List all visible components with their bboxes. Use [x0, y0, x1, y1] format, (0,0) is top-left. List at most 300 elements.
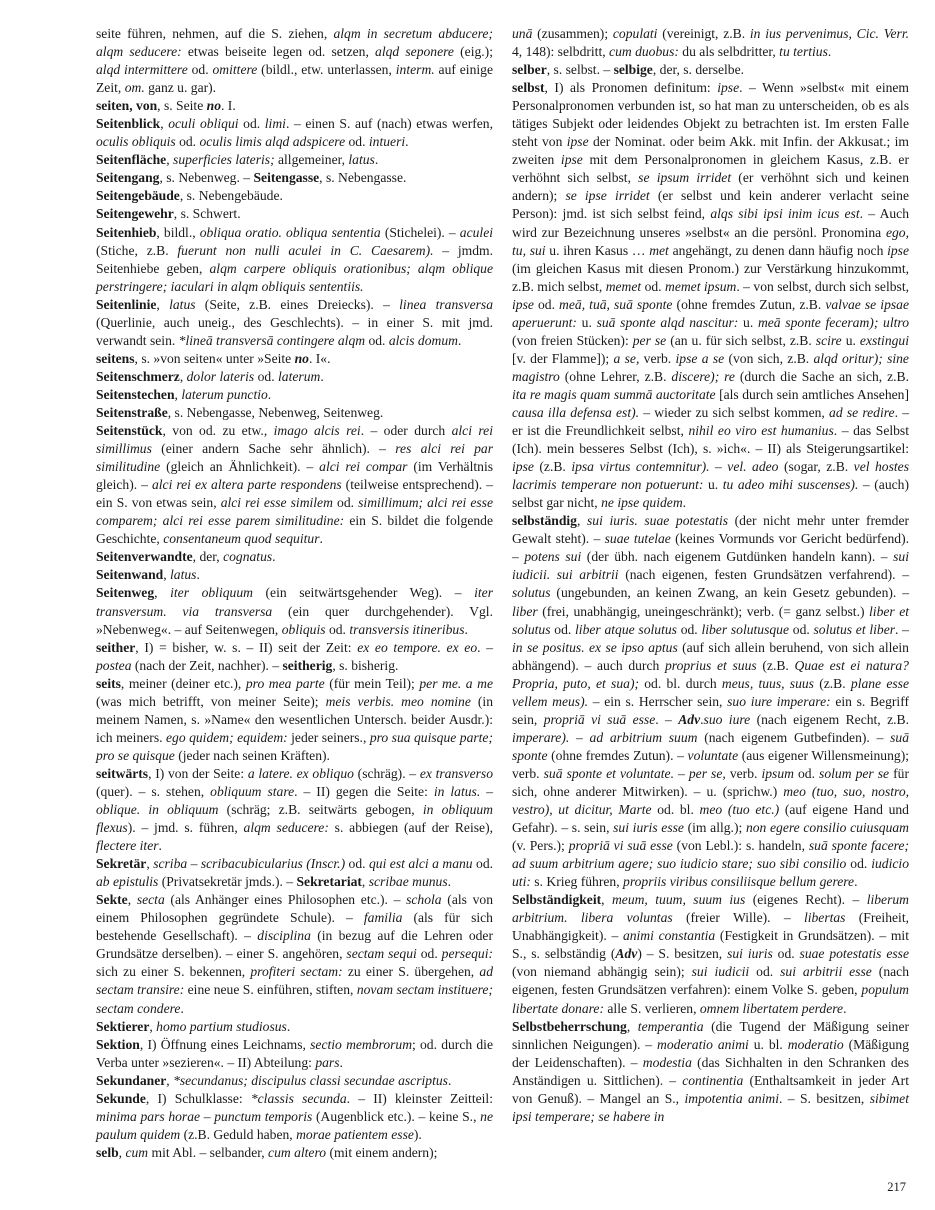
dictionary-entry [512, 1018, 909, 1126]
latin-term: continentia [682, 1072, 744, 1088]
latin-term: ex transverso [419, 765, 493, 781]
headword: Seitenhieb [96, 224, 157, 240]
left-column [96, 25, 493, 1162]
dictionary-entry [96, 675, 493, 765]
entry-text: , meiner (deiner etc.), [120, 675, 246, 691]
entry-text: (was mich betrifft, von meiner Seite); [96, 693, 326, 709]
entry-text: (z.B. [813, 675, 851, 691]
latin-term: alci rei simillimus [96, 423, 493, 457]
entry-text: (z.B. Geduld haben, [180, 1126, 297, 1142]
entry-text: , [166, 152, 174, 168]
latin-term: moderatio animi [657, 1036, 749, 1052]
headword: seitherig [282, 657, 333, 673]
headword: Sektierer [96, 1018, 150, 1034]
entry-text: od. bl. durch [639, 675, 722, 691]
entry-text: od. bl. [651, 802, 700, 818]
entry-text: , s. Nebengasse. [319, 170, 407, 186]
dictionary-entry [512, 891, 909, 1017]
latin-term: scriba – scribacubicularius (Inscr.) [153, 856, 346, 872]
latin-term: fuerunt non nulli aculei in C. Caesarem). [177, 242, 434, 258]
headword: selbständig [512, 513, 577, 529]
entry-text: (ungebunden, an keinen Zwang, an kein Gesetz gebunden). – [550, 585, 909, 601]
latin-term: propriā vi suā esse [543, 711, 656, 727]
latin-term: in se positus. ex se ipso aptus [512, 639, 678, 655]
latin-term: in ius pervenimus, Cic. Verr. [749, 26, 909, 41]
dictionary-entry [96, 584, 493, 638]
latin-term: ego, tu, sui [512, 224, 909, 258]
headword: Sekretär [96, 856, 147, 872]
entry-text: . – II) gegen die Seite: [294, 783, 434, 799]
entry-text: (Stiche, z.B. [96, 242, 178, 258]
entry-text: (für mein Teil); [324, 675, 420, 691]
entry-text: (die Tugend der Mäßigung seiner sinnlichen Neigungen). – [512, 1018, 910, 1052]
dictionary-entry [96, 404, 493, 422]
entry-text: . I. [221, 98, 236, 114]
entry-text: (auf sich allein beruhend, von sich allein abhängend). – auch durch [512, 639, 909, 673]
entry-text: (in bezug auf die Lehren oder Grundsätze derselben). – einer S. angehören, [96, 928, 493, 962]
latin-term: temperantia [637, 1018, 704, 1034]
latin-term: exstingui [859, 332, 910, 348]
latin-term: alqd intermittere [96, 62, 188, 78]
latin-term: minima pars horae – punctum temporis [96, 1108, 313, 1124]
entry-text: (gleich an Ähnlichkeit). – [160, 459, 320, 475]
latin-term: copulati [612, 26, 658, 41]
entry-text: (jeder nach seinen Kräften). [174, 747, 330, 763]
latin-term: unā [512, 26, 533, 41]
entry-text: (von sich, z.B. [724, 350, 814, 366]
entry-text: (auf eigene Hand und Gefahr). – s. sein, [512, 802, 909, 836]
emphasis: Adv [678, 711, 701, 727]
latin-term: suā sponte facere; ad suum arbitrium agere; suo iudicio stare; suo sibi consilio [512, 838, 909, 872]
entry-text: od. [254, 368, 279, 384]
dictionary-entry [96, 1036, 493, 1072]
latin-term: alcis domum [388, 332, 458, 348]
entry-text: (der nicht mehr unter fremder Gewalt steht). – [512, 513, 910, 547]
entry-text: . – [895, 621, 909, 637]
headword: Seitenstraße [96, 404, 168, 420]
entry-text: od. [846, 856, 872, 872]
entry-text: (eigenes Recht). – [745, 892, 867, 908]
entry-text: . – Wenn »selbst« mit einem Personalpronomen verbunden ist, so hat man zu unterscheiden, ob es als tätiges Subjekt oder leidendes Objekt zu betrachten ist. Im ersten Falle steht von [512, 80, 909, 150]
latin-term: suā sponte [512, 729, 909, 763]
entry-text: od. [175, 134, 200, 150]
latin-term: ipse [887, 242, 910, 258]
entry-text: (quer). – s. stehen, [96, 783, 211, 799]
latin-term: oculi obliqui [168, 116, 239, 132]
entry-text: der Nominat. oder beim Akk. mit Infin. der Akkusat.; im zweiten [512, 134, 909, 168]
entry-text: (durch die Sache an sich, z.B. [734, 368, 909, 384]
latin-term: se ipse irridet [565, 188, 650, 204]
entry-text: verb. [725, 765, 762, 781]
entry-text: , von od. zu etw., [162, 423, 274, 439]
dictionary-entry [96, 187, 493, 205]
entry-text: , s. Nebengasse, Nebenweg, Seitenweg. [167, 404, 384, 420]
entry-text: , [576, 513, 587, 529]
latin-term: solum per se [819, 765, 890, 781]
latin-term: propriis viribus consiliisque bellum gerere [623, 874, 855, 890]
latin-term: latus [169, 296, 196, 312]
latin-term: meis verbis. meo nomine [325, 693, 471, 709]
entry-text: ein S. bildet die folgende Geschichte, [96, 513, 493, 547]
entry-text: s. Krieg führen, [530, 874, 624, 890]
latin-term: modestia [642, 1054, 692, 1070]
entry-text: (als von einem Philosophen gegründete Schule). – [96, 892, 493, 926]
entry-text: (nach eigenem Recht, z.B. [750, 711, 909, 727]
latin-term: liber et solutus [512, 603, 910, 637]
latin-term: latus [170, 567, 197, 583]
latin-term: valvae se ipsae aperuerunt: [512, 296, 909, 330]
latin-term: pars [315, 1054, 340, 1070]
latin-term: omittere [212, 62, 258, 78]
entry-text: 4, 148): selbdritt, [512, 44, 610, 60]
latin-term: per me. a me [419, 675, 493, 691]
latin-term: *lineā transversā contingere alqm [178, 332, 366, 348]
latin-term: *classis secunda [250, 1090, 347, 1106]
headword: seiten, von [96, 98, 158, 114]
latin-term: superficies lateris; [173, 152, 275, 168]
latin-term: schola [406, 892, 442, 908]
entry-text: jeder seiners., [287, 729, 370, 745]
dictionary-entry [96, 350, 493, 368]
latin-term: pro mea parte [245, 675, 325, 691]
latin-term: cum [125, 1144, 149, 1160]
latin-term: ipsa virtus contemnitur). – vel. adeo [571, 459, 779, 475]
dictionary-entry [512, 61, 909, 79]
latin-term: animi constantia [622, 928, 716, 944]
latin-term: alci rei compar [319, 459, 408, 475]
page-number: 217 [887, 1180, 906, 1194]
entry-text: od. [749, 964, 781, 980]
latin-term: *secundanus; discipulus classi secundae ascriptus [173, 1072, 448, 1088]
entry-text: . – er ist die Freundlichkeit selbst, [512, 404, 910, 439]
latin-term: transversis itineribus [349, 621, 465, 637]
latin-term: sectam sequi [346, 946, 417, 962]
latin-term: alqd seponere [375, 44, 454, 60]
entry-text: allgemeiner, [274, 152, 349, 168]
dictionary-entry [96, 1018, 493, 1036]
entry-text: (sogar, z.B. [778, 459, 854, 475]
entry-text: ) – S. besitzen, [637, 946, 728, 962]
entry-text: (v. Pers.); [512, 838, 569, 854]
entry-text: , [601, 892, 612, 908]
entry-text: (nach eigenem Gutbefinden). – [697, 729, 891, 745]
dictionary-entry [96, 891, 493, 1017]
latin-term: liber [512, 603, 538, 619]
latin-term: novam sectam instituere; sectam condere [96, 982, 493, 1016]
entry-text: für sich, ohne anderer Mitwirken). – u. (sprichw.) [512, 765, 910, 799]
headword: Seitengasse [253, 170, 320, 186]
latin-term: aculei [459, 224, 494, 240]
latin-term: sui iuris. suae potestatis [586, 513, 729, 529]
entry-text: mit dem Personalpronomen in gleichem Kasus, z.B. er verhöhnt sich selbst, [512, 152, 909, 186]
headword: Seitengang [96, 170, 160, 186]
latin-term: ego quidem; equidem: [165, 729, 288, 745]
entry-text: (von freien Stücken): [512, 332, 633, 348]
latin-term: familia [363, 910, 403, 926]
entry-text: . [457, 332, 462, 348]
entry-text: . [267, 386, 272, 402]
entry-text: , s. Schwert. [173, 206, 241, 222]
latin-term: propriā vi suā esse [568, 838, 673, 854]
entry-text: ein s. Begriff sein, [512, 693, 910, 727]
latin-term: tu tertius [779, 44, 828, 60]
entry-text: (Querlinie, auch uneig., des Geschlechts). – in einer S. mit jmd. verwandt sein. [96, 314, 493, 348]
entry-text: od. [550, 621, 576, 637]
entry-text: (ohne Lehrer, z.B. [559, 368, 672, 384]
latin-term: ab epistulis [96, 874, 159, 890]
dictionary-entry [96, 639, 493, 675]
latin-term: se ipsum irridet [638, 170, 732, 186]
headword: Seitenschmerz [96, 368, 180, 384]
entry-text: (zusammen); [532, 26, 613, 41]
entry-text: [als durch sein amtliches Ansehen] [715, 386, 909, 402]
entry-text: . [854, 874, 858, 890]
latin-term: ipse [512, 296, 534, 312]
entry-text: , I) von der Seite: [148, 765, 248, 781]
entry-text: seite führen, nehmen, auf die S. ziehen, [96, 26, 334, 41]
entry-text: u. [576, 314, 597, 330]
headword: selbige [613, 62, 653, 78]
dictionary-entry [96, 566, 493, 584]
emphasis: Adv [615, 946, 638, 962]
latin-term: ne ipse quidem [601, 495, 683, 511]
latin-term: meo (tuo, suo, nostro, vestro), ut dicitur, Marte [512, 783, 910, 818]
latin-term: meā sponte feceram); ultro [757, 314, 909, 330]
entry-text: u. ihren Kasus … [545, 242, 650, 258]
entry-text: . – [477, 639, 493, 655]
latin-term: suo iure [703, 711, 751, 727]
latin-term: alqd oritur); sine magistro [512, 350, 909, 384]
entry-text: eine neue S. einführen, stiften, [184, 982, 357, 998]
entry-text: . – [655, 711, 679, 727]
latin-term: libertas [803, 910, 846, 926]
entry-text: od. [472, 856, 494, 872]
entry-text: . [843, 1000, 847, 1016]
latin-term: iudicio uti: [512, 856, 909, 890]
entry-text: . – Auch wird zur Bezeichnung unseres »selbst« an die persönl. Pronomina [512, 206, 910, 240]
latin-term: morae patientem esse [296, 1126, 414, 1142]
latin-term: ex eo tempore. ex eo [357, 639, 478, 655]
entry-text: . – II) kleinster Zeitteil: [346, 1090, 493, 1106]
entry-text: (Stichelei). – [380, 224, 460, 240]
latin-term: obliquum stare [210, 783, 295, 799]
entry-text: , s. Nebengebäude. [179, 188, 283, 204]
latin-term: sibimet ipsi temperare; se habere in [512, 1090, 909, 1124]
entry-text: (an u. für sich selbst, z.B. [666, 332, 816, 348]
latin-term: potens sui [524, 549, 582, 565]
latin-term: ad se redire [829, 404, 895, 420]
entry-text: , [174, 386, 182, 402]
entry-text: . [196, 567, 200, 583]
latin-term: linea transversa [399, 296, 493, 312]
headword: Seitenlinie [96, 296, 157, 312]
dictionary-entry [96, 368, 493, 386]
entry-text: (im gleichen Kasus mit diesen Pronom.) zur Verstärkung hinzukommt, z.B. mich selbst, [512, 260, 909, 294]
headword: Seitenverwandte [96, 549, 193, 565]
entry-text: . [682, 495, 687, 511]
entry-text: , I) Öffnung eines Leichnams, [139, 1036, 311, 1052]
latin-term: causa illa defensa est). [512, 404, 640, 420]
latin-term: alqm carpere obliquis orationibus; alqm oblique perstringere; iaculari in alqm obliquis sententiis. [96, 260, 493, 294]
latin-term: persequi: [441, 946, 493, 962]
entry-text: u. [738, 314, 758, 330]
entry-text: , [160, 116, 169, 132]
entry-text: . [158, 838, 162, 854]
latin-term: moderatio [787, 1036, 844, 1052]
entry-text: du als selbdritter, [678, 44, 780, 60]
entry-text: . [405, 134, 409, 150]
entry-text: (ein seitwärtsgehender Weg). – [252, 585, 475, 601]
latin-term: suo iure imperare: [727, 693, 831, 709]
latin-term: suae potestatis esse [799, 946, 909, 962]
latin-term: sui iudicii. sui arbitrii [512, 549, 909, 583]
entry-text: . – das Selbst (Ich). mein besseres Selbst (Ich), s. »ich«. – II) als Steigerungsartikel: [512, 423, 909, 457]
latin-term: discere); re [671, 368, 735, 384]
entry-text: (er selbst und kein anderer verlacht seine Person): jmd. ist sich selbst feind, [512, 188, 909, 222]
latin-term: res alci rei par similitudine [96, 441, 494, 475]
latin-term: consentaneum quod sequitur [163, 531, 320, 547]
entry-text: – jmdm. Seitenhiebe geben, [96, 242, 493, 276]
latin-term: solutus et liber [813, 621, 896, 637]
entry-text: od. [641, 278, 665, 294]
entry-text: . [464, 621, 468, 637]
entry-text: (freier Wille). – [672, 910, 804, 926]
latin-term: liber solutusque [701, 621, 790, 637]
entry-text: . [447, 874, 452, 890]
latin-term: imago alcis rei [273, 423, 361, 439]
dictionary-entry [96, 422, 493, 548]
entry-text: verb. [639, 350, 676, 366]
headword: Sektion [96, 1036, 140, 1052]
latin-term: oculis obliquis [96, 134, 176, 150]
entry-text: od. [238, 116, 265, 132]
entry-text: od. [365, 332, 389, 348]
latin-term: postea [96, 657, 132, 673]
latin-term: sui iuris [727, 946, 773, 962]
dictionary-entry [96, 115, 493, 151]
emphasis: no [206, 98, 221, 114]
entry-text: ). [413, 1126, 422, 1142]
dictionary-entry [96, 765, 493, 855]
latin-term: ipse [566, 134, 589, 150]
latin-term: cum altero [268, 1144, 327, 1160]
entry-text: auf einige Zeit, [96, 62, 493, 96]
headword: Seitenfläche [96, 152, 167, 168]
dictionary-entry [96, 97, 493, 115]
entry-text: (teilweise entsprechend). – ein S. von etwas sein, [96, 477, 493, 511]
headword: selber [512, 62, 547, 78]
dictionary-entry [96, 296, 493, 350]
entry-text: (im allg.); [683, 820, 746, 836]
entry-text: . I«. [308, 350, 331, 366]
entry-text: u. [703, 477, 723, 493]
latin-term: memet ipsum [665, 278, 737, 294]
latin-term: cognatus [223, 549, 273, 565]
latin-term: alci rei esse similem [220, 495, 333, 511]
latin-term: flectere iter [96, 838, 159, 854]
entry-text: (Augenblick etc.). – keine S., [312, 1108, 481, 1124]
latin-term: a se, [613, 350, 640, 366]
entry-text: od. [345, 134, 369, 150]
dictionary-entry [512, 79, 909, 512]
latin-term: sui iudicii [691, 964, 750, 980]
entry-text: (ein quer durchgehender). Vgl. »Nebenweg«. – auf Seitenwegen, [96, 603, 493, 637]
dictionary-entry [96, 25, 493, 97]
entry-text: , I) Schulklasse: [145, 1090, 251, 1106]
entry-text: , [361, 874, 369, 890]
entry-text: (schräg; z.B. seitwärts gebogen, [218, 802, 423, 818]
entry-text: od. [325, 621, 350, 637]
latin-term: voluntate [687, 747, 739, 763]
entry-text: sich zu einer S. bekennen, [96, 964, 251, 980]
entry-text: , der, s. derselbe. [652, 62, 745, 78]
entry-text: (ohne fremdes Zutun). – [547, 747, 688, 763]
entry-text: , s. Nebenweg. – [159, 170, 254, 186]
latin-term: ita re magis quam summā auctoritate [512, 386, 716, 402]
entry-text: (mit einem andern); [326, 1144, 438, 1160]
entry-text: . [319, 531, 323, 547]
entry-text: , [154, 585, 171, 601]
dictionary-entry [96, 1090, 493, 1144]
entry-text: . [374, 152, 379, 168]
dictionary-entry [96, 169, 493, 187]
entry-text: (Festigkeit in Grundsätzen). – mit S., s. selbständig ( [512, 928, 909, 962]
latin-term: ad sectam transire: [96, 964, 493, 998]
entry-text: – ein s. Herrscher sein, [588, 693, 728, 709]
latin-term: Quae est ei natura? Propria, puto, et sua); [512, 657, 909, 691]
entry-text: (schräg). – [353, 765, 420, 781]
latin-term: alqs sibi ipsi inim icus est [710, 206, 860, 222]
entry-text: . – einen S. auf (nach) etwas werfen, [285, 116, 493, 132]
entry-text: . [339, 1054, 343, 1070]
latin-term: vel hostes lacrimis temperare non potuerunt: [512, 459, 909, 493]
dictionary-entry [96, 548, 493, 566]
latin-term: profiteri sectam: [250, 964, 343, 980]
entry-text: alle S. verlieren, [604, 1000, 700, 1016]
entry-text: . [272, 549, 276, 565]
entry-text: od. [416, 946, 442, 962]
entry-text: – (auch) selbst gar nicht, [512, 477, 909, 511]
latin-term: non egere consilio cuiusquam [745, 820, 909, 836]
headword: selb [96, 1144, 119, 1160]
entry-text: (Mäßigung der Leidenschaften). – [512, 1036, 909, 1070]
dictionary-entry [96, 151, 493, 169]
entry-text: (ohne fremdes Zutun, z.B. [672, 296, 826, 312]
latin-term: ipsum [761, 765, 794, 781]
latin-term: suā sponte alqd nascitur: [596, 314, 739, 330]
headword: Seitenstechen [96, 386, 175, 402]
headword: Sekretariat [296, 874, 362, 890]
entry-text: (in meinem Namen, s. »Name« den wesentlichen Untersch. beider Ausdr.): ich meiners. [96, 693, 494, 745]
entry-text: od. [793, 765, 820, 781]
latin-term: sui iuris esse [613, 820, 684, 836]
headword: Sekunde [96, 1090, 146, 1106]
latin-term: disciplina [257, 928, 311, 944]
entry-text: . [700, 711, 704, 727]
latin-term: pro sua quisque parte; pro se quisque [96, 729, 493, 763]
headword: seither [96, 639, 136, 655]
latin-term: alci rei ex altera parte respondens [151, 477, 342, 493]
latin-term: qui est alci a manu [368, 856, 473, 872]
entry-text: od. [772, 946, 800, 962]
latin-term: homo partium studiosus [156, 1018, 287, 1034]
latin-term: iter transversum. via transversa [96, 585, 494, 619]
entry-text: (z.B. [533, 459, 572, 475]
latin-term: meum, tuum, suum ius [611, 892, 746, 908]
entry-text: od. [789, 621, 814, 637]
headword: Sekte [96, 892, 128, 908]
entry-text: [v. der Flamme]); [512, 350, 614, 366]
